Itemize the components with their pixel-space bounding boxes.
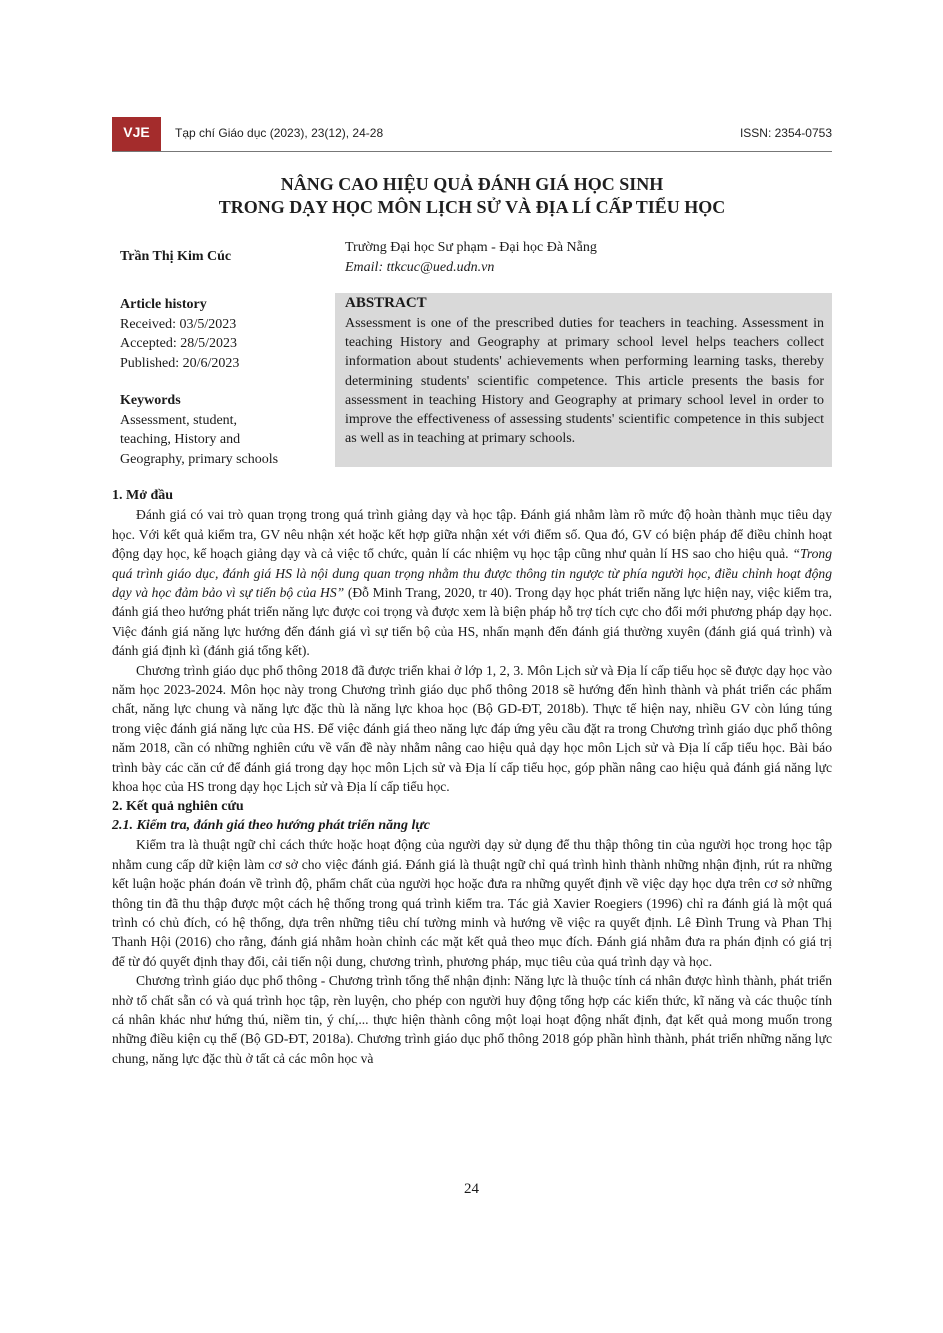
keywords-line-3: Geography, primary schools	[120, 451, 279, 467]
abstract-text: Assessment is one of the prescribed duties for teachers in teaching. Assessment in teaching History and Geography at primary school level helps teachers collect information about students' achievements when performing learning tasks, thereby determining students' scientific competence. This article presents the basis for assessment in teaching History and Geography at primary school level in order to improve the effectiveness of assessing students' scientific competence in this subject as well as in teaching at primary schools.	[345, 316, 824, 447]
article-title	[112, 173, 832, 219]
paragraph-1	[112, 505, 832, 660]
title-line-2: TRONG DẠY HỌC MÔN LỊCH SỬ VÀ ĐỊA LÍ CẤP TIỂU HỌC	[218, 197, 726, 217]
article-sidebar	[120, 295, 335, 469]
paragraph-2: Chương trình giáo dục phổ thông 2018 đã được triển khai ở lớp 1, 2, 3. Môn Lịch sử và Địa lí cấp tiểu học sẽ được dạy học vào năm học 2023-2024. Môn học này trong Chương trình giáo dục phổ thông 2018 sẽ hướng đến hình thành và phát triển các phẩm chất, năng lực chung và năng lực đặc thù là năng lực khoa học (Bộ GD-ĐT, 2018b). Thực tế hiện nay, nhiều GV còn lúng túng trong việc đánh giá năng lực của HS. Để việc đánh giá theo năng lực đáp ứng yêu cầu đặt ra trong Chương trình giáo dục phổ thông năm 2018, cần có những nghiên cứu về vấn đề này nhằm nâng cao hiệu quả dạy học môn Lịch sử và Địa lí cấp tiểu học. Bài báo trình bày các căn cứ để đánh giá trong dạy học môn Lịch sử và Địa lí cấp tiểu học, góp phần nâng cao hiệu quả đánh giá năng lực khoa học của HS trong dạy học Lịch sử và Địa lí cấp tiểu học.	[112, 662, 832, 795]
keywords-line-1: Assessment, student,	[120, 412, 238, 428]
page-header	[112, 117, 832, 151]
abstract-heading: ABSTRACT	[345, 295, 427, 311]
accepted-date: Accepted: 28/5/2023	[120, 336, 238, 351]
section-heading-results: 2. Kết quả nghiên cứu	[112, 798, 244, 814]
section-heading-intro: 1. Mở đầu	[112, 488, 174, 503]
affiliation: Trường Đại học Sư phạm - Đại học Đà Nẵng	[345, 240, 597, 255]
title-line-1: NÂNG CAO HIỆU QUẢ ĐÁNH GIÁ HỌC SINH	[280, 174, 664, 194]
header-divider	[112, 151, 832, 152]
paragraph-1-text-a: Đánh giá có vai trò quan trọng trong quá trình giảng dạy và học tập. Đánh giá nhằm làm rõ mức độ hoàn thành mục tiêu dạy học. Với kết quả kiểm tra, GV nêu nhận xét hoặc kết hợp giữa nhận xét với điểm số. Qua đó, GV có biện pháp để điều chỉnh hoạt động dạy học, kế hoạch giảng dạy và cả việc tổ chức, quản lí các nhiệm vụ học tập cũng như quản lí HS sao cho hiệu quả.	[112, 507, 832, 562]
issn-label: ISSN: 2354-0753	[739, 126, 832, 140]
paragraph-1-text-b: (Đỗ Minh Trang, 2020, tr 40). Trong dạy học phát triển năng lực hiện nay, việc kiểm tra, đánh giá theo hướng phát triển năng lực được coi trọng và được xem là biện pháp hỗ trợ tích cực cho đổi mới phương pháp dạy học. Việc đánh giá năng lực hướng đến đánh giá vì sự tiến bộ của HS, nhấn mạnh đến đánh giá thường xuyên (đánh giá quá trình) và đánh giá định kì (đánh giá tổng kết).	[112, 585, 832, 659]
page-number: 24	[464, 1181, 479, 1197]
published-date: Published: 20/6/2023	[120, 355, 240, 371]
journal-badge: VJE	[112, 117, 161, 151]
paragraph-3: Kiểm tra là thuật ngữ chỉ cách thức hoặc hoạt động của người dạy sử dụng để thu thập thông tin của người học trong học tập nhằm cung cấp dữ kiện làm cơ sở cho việc đánh giá. Đánh giá là thuật ngữ chỉ quá trình hình thành những nhận định, rút ra những kết luận hoặc phán đoán về trình độ, phẩm chất của người học hoặc đưa ra những quyết định về việc dạy học dựa trên cơ sở những thông tin đã thu thập được một cách hệ thống trong quá trình kiểm tra. Tác giả Xavier Roegiers (1996) chỉ ra đánh giá là một quá trình có chủ đích, có hệ thống, dựa trên những tiêu chí tường minh và hướng về việc ra quyết định. Lê Đình Trung và Phan Thị Thanh Hội (2016) cho rằng, đánh giá nhằm hoàn chỉnh các mặt kết quả theo mục đích. Đánh giá nhằm đưa ra phán định có giá trị để từ đó quyết định thay đổi, cải tiến nội dung, chương trình, phương pháp, mục tiêu của quá trình dạy và học.	[112, 837, 832, 969]
article-body	[112, 486, 832, 1068]
author-affiliation-block	[345, 238, 597, 278]
author-email: Email: ttkcuc@ued.udn.vn	[345, 260, 495, 275]
abstract-box	[335, 293, 832, 467]
received-date: Received: 03/5/2023	[120, 316, 237, 332]
keywords-heading: Keywords	[120, 393, 181, 408]
author-name: Trần Thị Kim Cúc	[120, 249, 232, 264]
sidebar-spacer	[120, 373, 335, 391]
paragraph-4: Chương trình giáo dục phổ thông - Chương trình tổng thể nhận định: Năng lực là thuộc tính cá nhân được hình thành, phát triển nhờ tố chất sẵn có và quá trình học tập, rèn luyện, cho phép con người huy động tổng hợp các kiến thức, kĩ năng và các thuộc tính cá nhân khác như hứng thú, niềm tin, ý chí,... thực hiện thành công một loại hoạt động nhất định, đạt kết quả mong muốn trong những điều kiện cụ thể (Bộ GD-ĐT, 2018a). Chương trình giáo dục phổ thông 2018 góp phần hình thành, phát triển những năng lực chung, năng lực đặc thù ở tất cả các môn học và	[112, 973, 832, 1066]
paragraph-1-quote: “Trong quá trình giáo dục, đánh giá HS là nội dung quan trọng nhằm thu được thông tin ngược từ phía người học, điều chỉnh hoạt động dạy và học đảm bảo vì sự tiến bộ của HS”	[112, 546, 832, 601]
keywords-line-2: teaching, History and	[120, 432, 241, 447]
subsection-heading-2-1: 2.1. Kiểm tra, đánh giá theo hướng phát triển năng lực	[112, 817, 430, 833]
journal-citation: Tạp chí Giáo dục (2023), 23(12), 24-28	[175, 126, 384, 140]
article-history-heading: Article history	[120, 297, 207, 312]
